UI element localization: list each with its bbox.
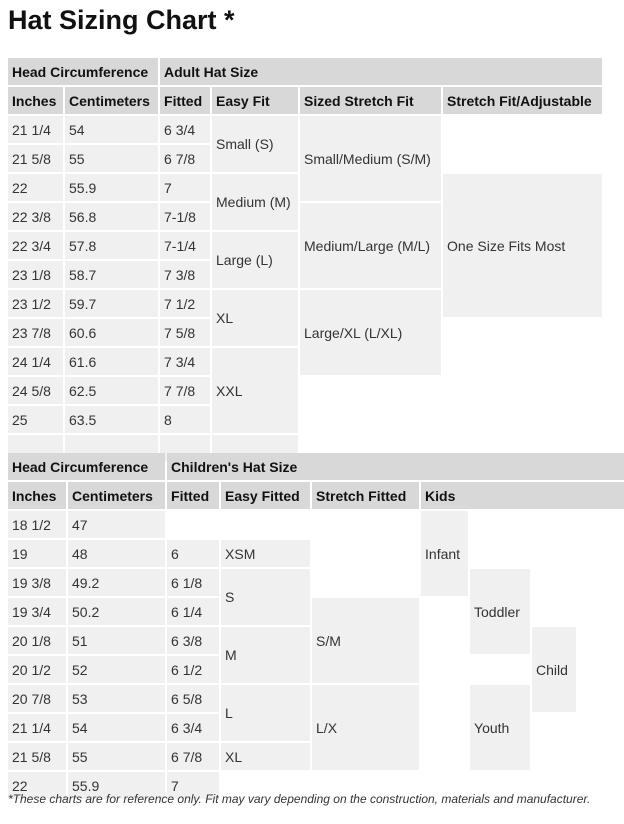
fitted-cell: 7 3/8	[160, 261, 210, 288]
empty-cell	[470, 511, 530, 567]
column-header-inches: Inches	[8, 87, 63, 114]
empty-cell	[221, 511, 310, 538]
footnote: *These charts are for reference only. Fit may vary depending on the construction, materials and manufacturer.	[8, 792, 591, 806]
inches-cell: 21 1/4	[8, 714, 66, 741]
column-header-stretch-fitted: Stretch Fitted	[312, 482, 419, 509]
easy-fit-cell: XL	[212, 290, 298, 346]
fitted-cell: 6 1/8	[167, 569, 219, 596]
inches-cell: 22	[8, 772, 66, 799]
fitted-cell: 7	[167, 772, 219, 799]
centimeters-cell: 55	[68, 743, 165, 770]
centimeters-cell: 59.7	[65, 290, 158, 317]
easy-fitted-cell: XL	[221, 743, 310, 770]
empty-cell	[300, 377, 441, 462]
fitted-cell: 6 5/8	[167, 685, 219, 712]
stretch-adjustable-cell: One Size Fits Most	[443, 174, 602, 317]
centimeters-cell: 50.2	[68, 598, 165, 625]
sized-stretch-cell: Medium/Large (M/L)	[300, 203, 441, 288]
centimeters-cell: 60.6	[65, 319, 158, 346]
column-header-sized-stretch-fit: Sized Stretch Fit	[300, 87, 441, 114]
header-head-circumference: Head Circumference	[8, 58, 158, 85]
inches-cell: 23 7/8	[8, 319, 63, 346]
fitted-cell: 6 3/4	[167, 714, 219, 741]
fitted-cell: 6 7/8	[167, 743, 219, 770]
inches-cell: 20 1/8	[8, 627, 66, 654]
empty-cell	[443, 116, 602, 172]
easy-fit-cell: Small (S)	[212, 116, 298, 172]
inches-cell: 19	[8, 540, 66, 567]
easy-fitted-cell: L	[221, 685, 310, 741]
centimeters-cell: 63.5	[65, 406, 158, 433]
inches-cell: 25	[8, 406, 63, 433]
fitted-cell: 6 3/4	[160, 116, 210, 143]
empty-cell	[578, 511, 624, 683]
column-header-centimeters: Centimeters	[65, 87, 158, 114]
inches-cell: 21 5/8	[8, 145, 63, 172]
fitted-cell: 6	[167, 540, 219, 567]
centimeters-cell: 51	[68, 627, 165, 654]
header-childrens-hat-size: Children's Hat Size	[167, 453, 624, 480]
centimeters-cell: 47	[68, 511, 165, 538]
centimeters-cell: 55.9	[68, 772, 165, 799]
inches-cell: 19 3/4	[8, 598, 66, 625]
fitted-cell: 7 7/8	[160, 377, 210, 404]
column-header-inches: Inches	[8, 482, 66, 509]
inches-cell: 23 1/2	[8, 290, 63, 317]
column-header-fitted: Fitted	[167, 482, 219, 509]
centimeters-cell: 52	[68, 656, 165, 683]
empty-cell	[167, 511, 219, 538]
fitted-cell: 7 1/2	[160, 290, 210, 317]
header-head-circumference: Head Circumference	[8, 453, 165, 480]
fitted-cell: 6 1/4	[167, 598, 219, 625]
fitted-cell: 7 3/4	[160, 348, 210, 375]
column-header-centimeters: Centimeters	[68, 482, 165, 509]
fitted-cell: 6 3/8	[167, 627, 219, 654]
fitted-cell: 7-1/4	[160, 232, 210, 259]
centimeters-cell: 61.6	[65, 348, 158, 375]
inches-cell: 20 1/2	[8, 656, 66, 683]
children-hat-size-table	[6, 451, 624, 801]
kids-cell: Youth	[470, 685, 530, 770]
inches-cell: 22 3/4	[8, 232, 63, 259]
stretch-fitted-cell: S/M	[312, 598, 419, 683]
sized-stretch-cell: Large/XL (L/XL)	[300, 290, 441, 375]
centimeters-cell: 53	[68, 685, 165, 712]
easy-fit-cell: Large (L)	[212, 232, 298, 288]
centimeters-cell: 58.7	[65, 261, 158, 288]
page-title: Hat Sizing Chart *	[8, 5, 235, 35]
table-row	[8, 511, 624, 538]
table-row	[8, 116, 602, 143]
column-header-fitted: Fitted	[160, 87, 210, 114]
centimeters-cell: 55.9	[65, 174, 158, 201]
inches-cell: 22	[8, 174, 63, 201]
centimeters-cell: 56.8	[65, 203, 158, 230]
inches-cell: 19 3/8	[8, 569, 66, 596]
empty-cell	[532, 511, 576, 625]
kids-cell: Child	[532, 627, 576, 712]
inches-cell: 21 1/4	[8, 116, 63, 143]
centimeters-cell: 49.2	[68, 569, 165, 596]
easy-fit-cell: Medium (M)	[212, 174, 298, 230]
easy-fitted-cell: XSM	[221, 540, 310, 567]
easy-fitted-cell: M	[221, 627, 310, 683]
inches-cell: 22 3/8	[8, 203, 63, 230]
centimeters-cell: 54	[65, 116, 158, 143]
centimeters-cell: 48	[68, 540, 165, 567]
empty-cell	[532, 714, 576, 799]
easy-fit-cell: XXL	[212, 348, 298, 433]
inches-cell: 24 5/8	[8, 377, 63, 404]
inches-cell: 23 1/8	[8, 261, 63, 288]
fitted-cell: 6 7/8	[160, 145, 210, 172]
kids-cell: Infant	[421, 511, 468, 596]
fitted-cell: 6 1/2	[167, 656, 219, 683]
easy-fitted-cell: S	[221, 569, 310, 625]
fitted-cell: 7	[160, 174, 210, 201]
inches-cell: 20 7/8	[8, 685, 66, 712]
fitted-cell: 8	[160, 406, 210, 433]
empty-cell	[312, 511, 419, 596]
inches-cell: 24 1/4	[8, 348, 63, 375]
column-header-easy-fitted: Easy Fitted	[221, 482, 310, 509]
inches-cell: 21 5/8	[8, 743, 66, 770]
centimeters-cell: 62.5	[65, 377, 158, 404]
adult-hat-size-table	[6, 56, 604, 464]
header-adult-hat-size: Adult Hat Size	[160, 58, 602, 85]
column-header-stretch-fit-adjustable: Stretch Fit/Adjustable	[443, 87, 602, 114]
centimeters-cell: 57.8	[65, 232, 158, 259]
kids-cell: Toddler	[470, 569, 530, 654]
empty-cell	[443, 319, 602, 462]
centimeters-cell: 54	[68, 714, 165, 741]
stretch-fitted-cell: L/X	[312, 685, 419, 770]
column-header-kids: Kids	[421, 482, 624, 509]
inches-cell: 18 1/2	[8, 511, 66, 538]
sized-stretch-cell: Small/Medium (S/M)	[300, 116, 441, 201]
column-header-easy-fit: Easy Fit	[212, 87, 298, 114]
fitted-cell: 7 5/8	[160, 319, 210, 346]
centimeters-cell: 55	[65, 145, 158, 172]
fitted-cell: 7-1/8	[160, 203, 210, 230]
empty-cell	[421, 598, 468, 799]
